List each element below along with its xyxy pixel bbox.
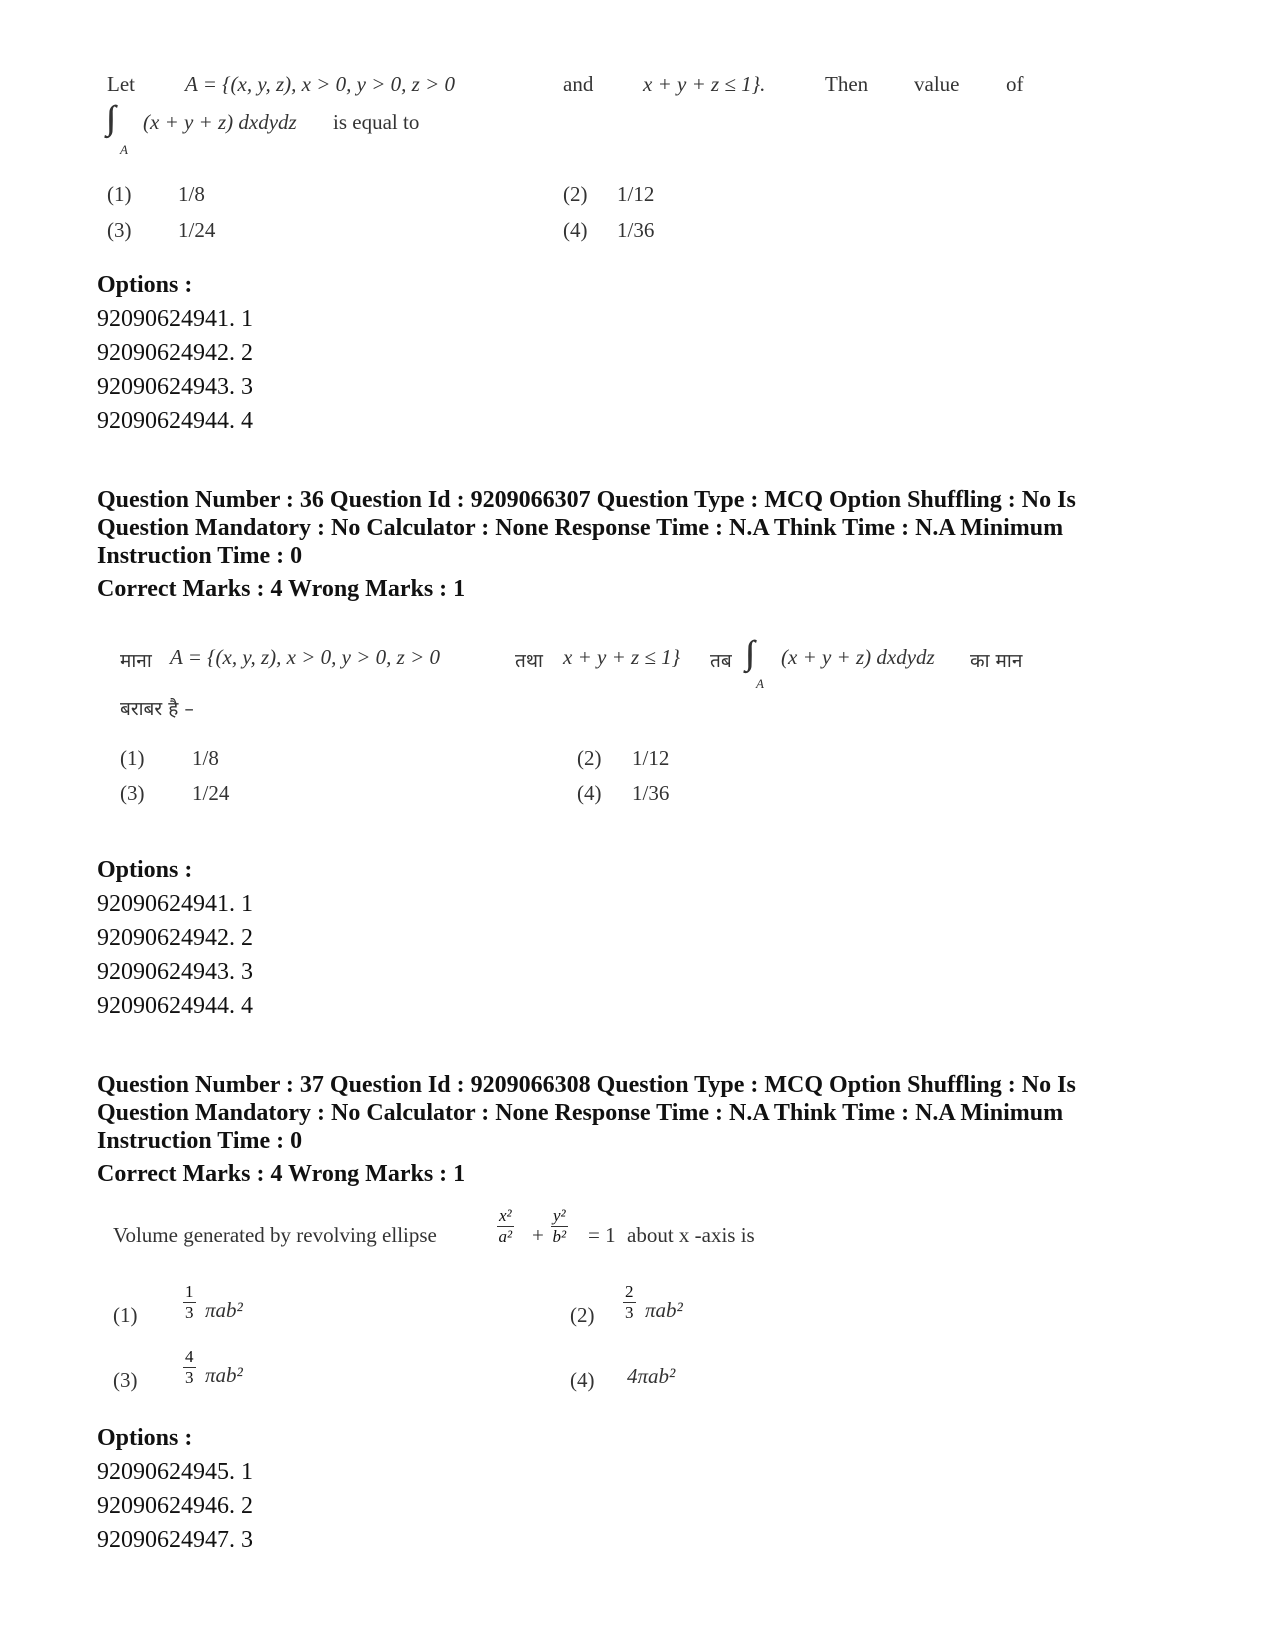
- question-meta-line: Question Number : 36 Question Id : 9209066307 Question Type : MCQ Option Shuffling : No Is: [97, 487, 1076, 513]
- q37-choice-2-expr: πab²: [645, 1298, 683, 1322]
- q36-cond: x + y + z ≤ 1}: [563, 645, 681, 669]
- option-id-line: 92090624941. 1: [97, 891, 253, 917]
- option-id-line: 92090624942. 2: [97, 925, 253, 951]
- q35-choice-3-val: 1/24: [178, 218, 216, 242]
- q36-choice-1-num: (1): [120, 746, 145, 770]
- question-meta-line: Instruction Time : 0: [97, 1128, 303, 1154]
- q36-hindi-kaa-maan: का मान: [970, 650, 1023, 672]
- coef-denominator: 3: [625, 1303, 634, 1322]
- q37-choice-1-coef: [183, 1282, 196, 1323]
- triple-integral-symbol: ∫∫∫: [106, 100, 107, 137]
- q35-choice-2-num: (2): [563, 182, 588, 206]
- q35-let: Let: [107, 72, 135, 96]
- q36-choice-4-num: (4): [577, 781, 602, 805]
- q37-choice-3-expr: πab²: [205, 1363, 243, 1387]
- coef-numerator: 4: [185, 1347, 194, 1366]
- q35-of: of: [1006, 72, 1024, 96]
- q36-hindi-line2: बराबर है –: [120, 698, 194, 720]
- option-id-line: 92090624945. 1: [97, 1459, 253, 1485]
- option-id-line: 92090624947. 3: [97, 1527, 253, 1553]
- coef-denominator: 3: [185, 1303, 194, 1322]
- q37-stmt-eq: = 1: [588, 1223, 616, 1247]
- q35-choice-2-val: 1/12: [617, 182, 655, 206]
- q37-choice-2-coef: [623, 1282, 636, 1323]
- question-meta-line: Question Number : 37 Question Id : 9209066308 Question Type : MCQ Option Shuffling : No Is: [97, 1072, 1076, 1098]
- q36-set: A = {(x, y, z), x > 0, y > 0, z > 0: [170, 645, 440, 669]
- q37-choice-4-expr: 4πab²: [627, 1364, 676, 1388]
- q36-choice-2-val: 1/12: [632, 746, 670, 770]
- q37-choice-4-num: (4): [570, 1368, 595, 1392]
- q36-hindi-tatha: तथा: [515, 650, 543, 672]
- q35-value: value: [914, 72, 960, 96]
- question-meta-line: Question Mandatory : No Calculator : None Response Time : N.A Think Time : N.A Minimum: [97, 1100, 1064, 1126]
- options-label: Options :: [97, 1425, 193, 1451]
- marks-line: Correct Marks : 4 Wrong Marks : 1: [97, 1161, 466, 1187]
- option-id-line: 92090624944. 4: [97, 408, 253, 434]
- option-id-line: 92090624941. 1: [97, 306, 253, 332]
- coef-numerator: 2: [625, 1282, 634, 1301]
- q37-stmt-end: about x -axis is: [627, 1223, 755, 1247]
- q35-choice-1-val: 1/8: [178, 182, 205, 206]
- q37-choice-2-num: (2): [570, 1303, 595, 1327]
- ellipse-y-fraction: $\frac{\text{y²}}{\text{b²}}$: [552, 1206, 567, 1246]
- q37-choice-3-num: (3): [113, 1368, 138, 1392]
- q37-choice-1-expr: πab²: [205, 1298, 243, 1322]
- q37-choice-1-num: (1): [113, 1303, 138, 1327]
- option-id-line: 92090624943. 3: [97, 374, 253, 400]
- options-label: Options :: [97, 272, 193, 298]
- integral-region-label: A: [120, 142, 128, 157]
- q35-choice-4-num: (4): [563, 218, 588, 242]
- options-label: Options :: [97, 857, 193, 883]
- q36-choice-2-num: (2): [577, 746, 602, 770]
- option-id-line: 92090624943. 3: [97, 959, 253, 985]
- integral-region-label: A: [756, 676, 764, 691]
- ellipse-x-fraction: $\frac{\text{x²}}{\text{a²}}$: [498, 1206, 513, 1246]
- q35-cond: x + y + z ≤ 1}.: [643, 72, 766, 96]
- question-meta-line: Question Mandatory : No Calculator : None Response Time : N.A Think Time : N.A Minimum: [97, 515, 1064, 541]
- option-id-line: 92090624944. 4: [97, 993, 253, 1019]
- q37-choice-3-coef: [183, 1347, 196, 1388]
- plus-sign: +: [532, 1223, 544, 1247]
- q35-and: and: [563, 72, 594, 96]
- q36-choice-3-val: 1/24: [192, 781, 230, 805]
- q36-hindi-maana: माना: [120, 650, 152, 672]
- q36-choice-4-val: 1/36: [632, 781, 670, 805]
- q37-stmt-start: Volume generated by revolving ellipse: [113, 1223, 437, 1247]
- coef-numerator: 1: [185, 1282, 194, 1301]
- q35-choice-1-num: (1): [107, 182, 132, 206]
- q35-set: A = {(x, y, z), x > 0, y > 0, z > 0: [185, 72, 455, 96]
- q35-choice-4-val: 1/36: [617, 218, 655, 242]
- q36-hindi-tab: तब: [710, 650, 732, 672]
- marks-line: Correct Marks : 4 Wrong Marks : 1: [97, 576, 466, 602]
- question-meta-line: Instruction Time : 0: [97, 543, 303, 569]
- q36-choice-3-num: (3): [120, 781, 145, 805]
- q35-stmt-end: is equal to: [333, 110, 420, 134]
- q36-integrand: (x + y + z) dxdydz: [781, 645, 935, 669]
- option-id-line: 92090624942. 2: [97, 340, 253, 366]
- q35-choice-3-num: (3): [107, 218, 132, 242]
- q36-choice-1-val: 1/8: [192, 746, 219, 770]
- option-id-line: 92090624946. 2: [97, 1493, 253, 1519]
- triple-integral-symbol: ∫∫∫: [745, 635, 746, 672]
- q35-integrand: (x + y + z) dxdydz: [143, 110, 297, 134]
- coef-denominator: 3: [185, 1368, 194, 1387]
- q35-then: Then: [825, 72, 869, 96]
